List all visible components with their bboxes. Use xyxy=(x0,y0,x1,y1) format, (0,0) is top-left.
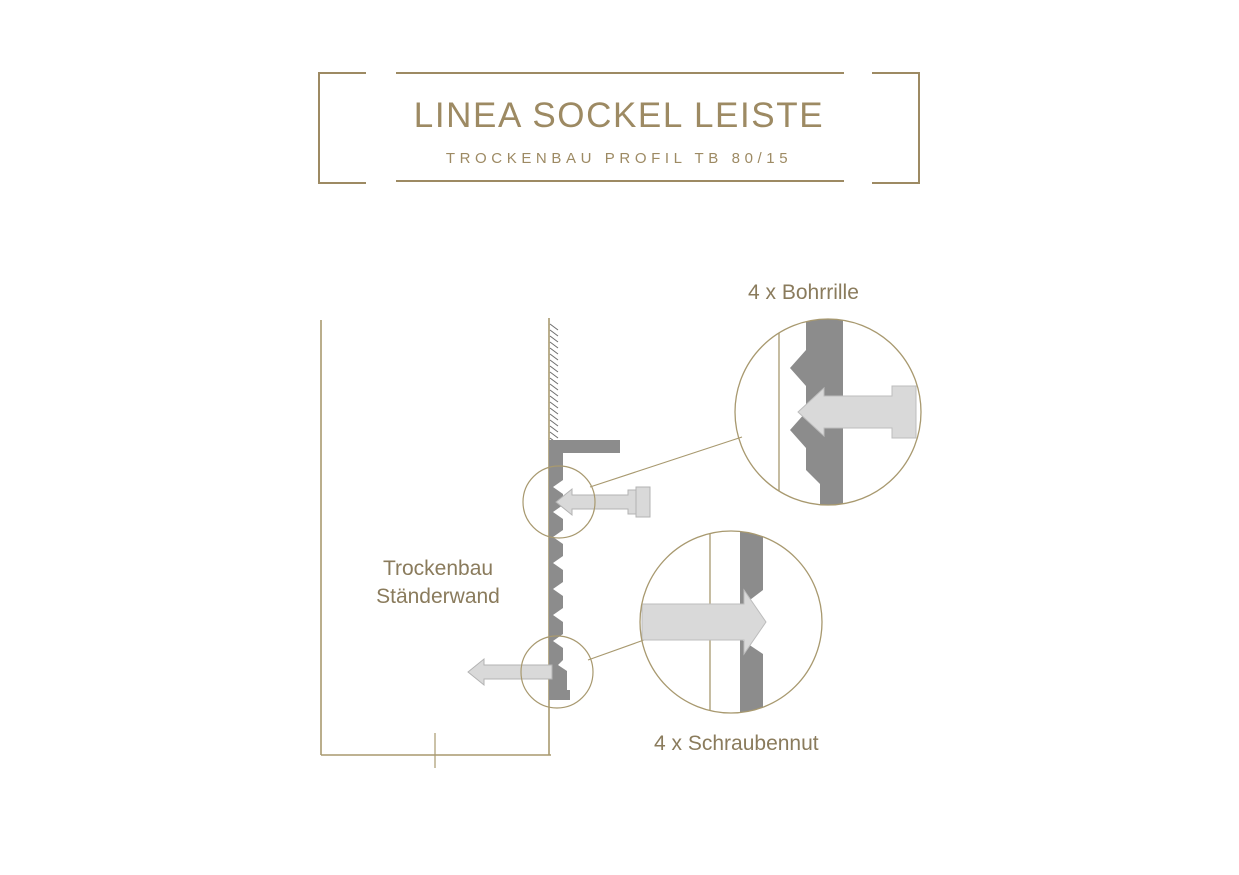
wall-board-hatching xyxy=(549,322,558,444)
label-drywall-stud-wall xyxy=(364,555,512,610)
label-drywall-line1: Trockenbau xyxy=(382,557,494,580)
wall-outline xyxy=(321,318,551,768)
page-title: LINEA SOCKEL LEISTE xyxy=(413,96,825,135)
label-drywall-line2: Ständerwand xyxy=(376,584,500,608)
skirting-profile-section xyxy=(549,440,620,700)
detail-schraubennut-content xyxy=(642,528,766,716)
fastener-upper xyxy=(556,487,650,517)
detail-bohrrille-content xyxy=(779,310,916,512)
leader-line-schraubennut xyxy=(588,640,644,660)
label-bohrrille: 4 x Bohrrille xyxy=(748,281,859,304)
label-schraubennut: 4 x Schraubennut xyxy=(654,732,819,755)
fastener-lower xyxy=(468,659,552,685)
page-subtitle: TROCKENBAU PROFIL TB 80/15 xyxy=(445,150,793,167)
